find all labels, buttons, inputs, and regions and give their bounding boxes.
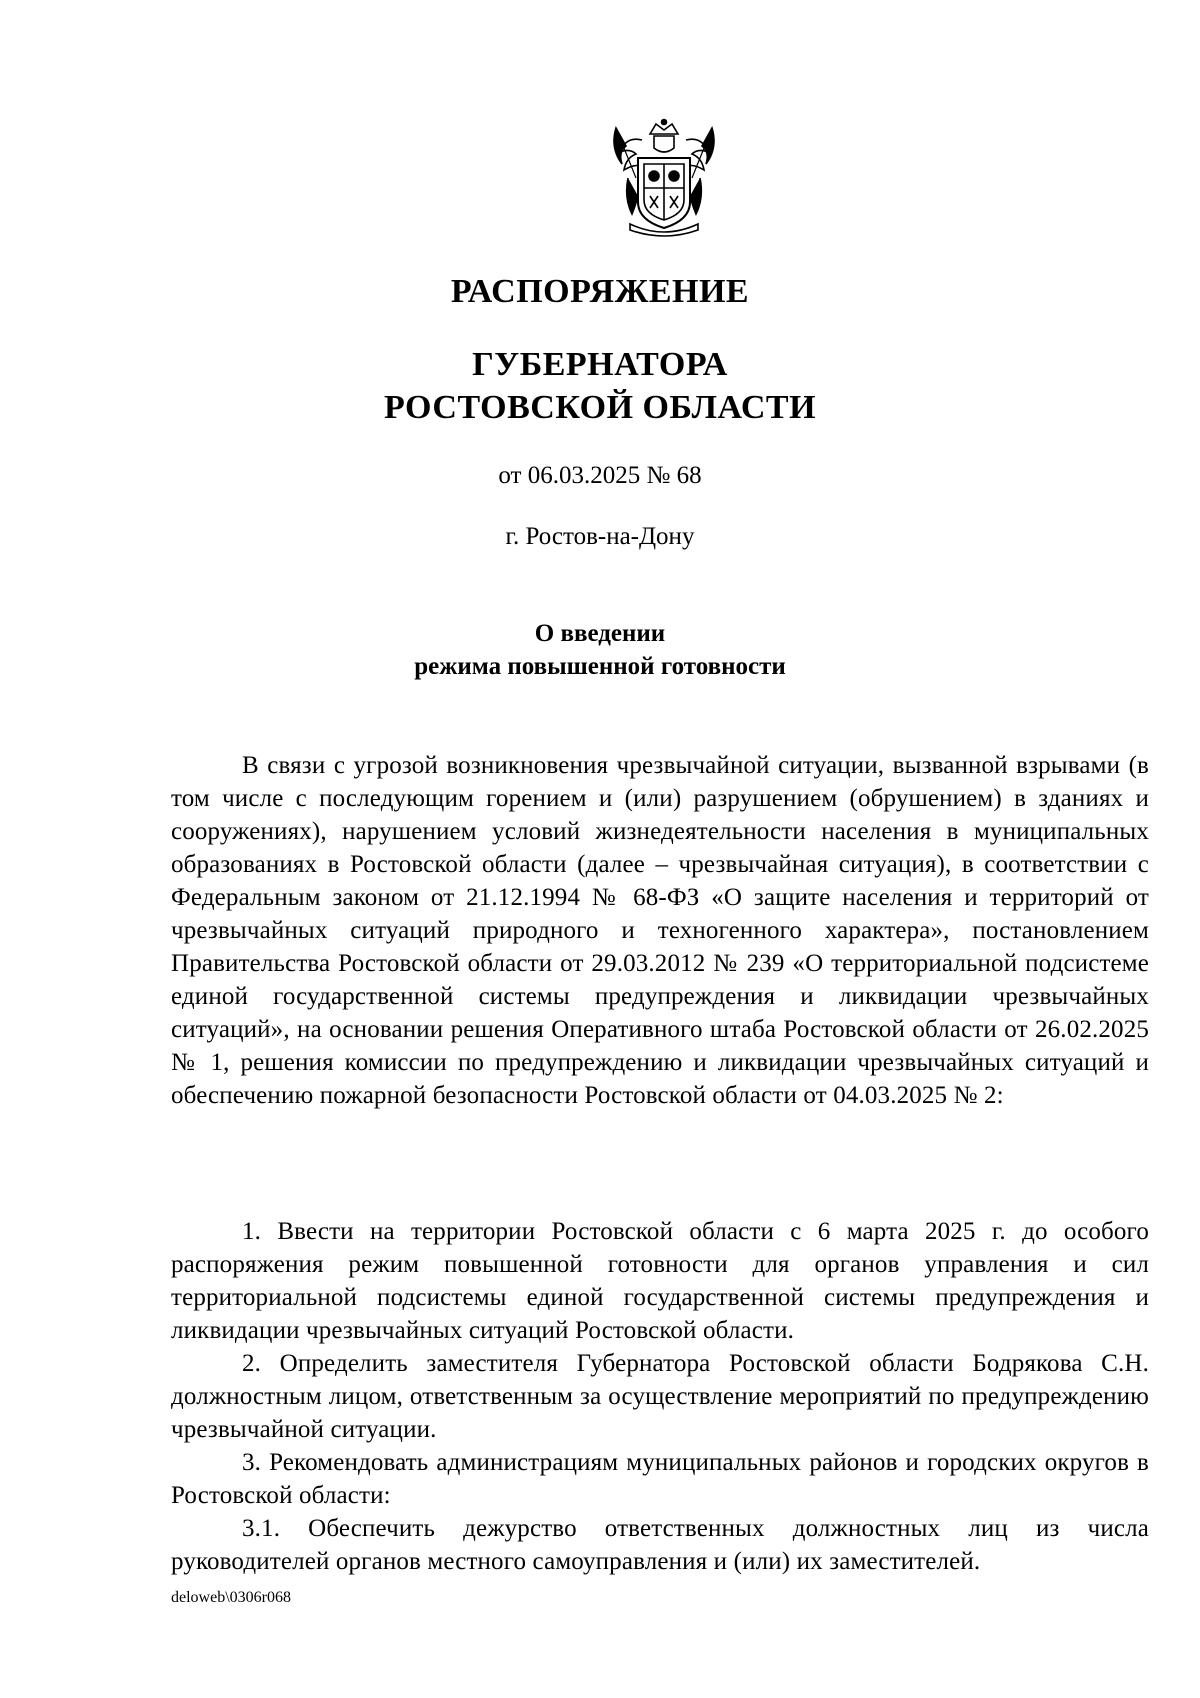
resolution-item: 1. Ввести на территории Ростовской области с 6 марта 2025 г. до особого распоряжения режим повышенной готовности для органов управления и сил территориальной подсистемы единой государственной системы предупреждения и ликвидации чрезвычайных ситуаций Ростовской области.: [171, 1218, 1149, 1344]
document-date-number: от 06.03.2025 № 68: [498, 462, 702, 489]
preamble-section: [171, 749, 1149, 1112]
document-subject: [0, 617, 1200, 683]
issuer-heading-line1: ГУБЕРНАТОРА: [472, 346, 728, 383]
coat-of-arms-emblem: [606, 118, 722, 242]
document-type-heading: РАСПОРЯЖЕНИЕ: [450, 273, 750, 310]
subject-line2: режима повышенной готовности: [414, 653, 786, 680]
resolution-item: 2. Определить заместителя Губернатора Ростовской области Бодрякова С.Н. должностным лицом, ответственным за осуществление мероприятий по предупреждению чрезвычайной ситуации.: [171, 1350, 1149, 1443]
resolution-item: 3. Рекомендовать администрациям муниципальных районов и городских округов в Ростовской области:: [171, 1449, 1149, 1509]
document-city: г. Ростов-на-Дону: [505, 523, 695, 550]
issuer-heading-line2: РОСТОВСКОЙ ОБЛАСТИ: [383, 389, 817, 426]
file-reference: deloweb\0306r068: [171, 1589, 291, 1606]
resolution-item: 3.1. Обеспечить дежурство ответственных должностных лиц из числа руководителей органов местного самоуправления и (или) их заместителей.: [171, 1515, 1149, 1575]
subject-line1: О введении: [534, 620, 666, 647]
preamble-paragraph: В связи с угрозой возникновения чрезвычайной ситуации, вызванной взрывами (в том числе с последующим горением и (или) разрушением (обрушением) в зданиях и сооружениях), нарушением условий жизнедеятельности населения в муниципальных образованиях в Ростовской области (далее – чрезвычайная ситуация), в соответствии с Федеральным законом от 21.12.1994 № 68-ФЗ «О защите населения и территорий от чрезвычайных ситуаций природного и техногенного характера», постановлением Правительства Ростовской области от 29.03.2012 № 239 «О территориальной подсистеме единой государственной системы предупреждения и ликвидации чрезвычайных ситуаций», на основании решения Оперативного штаба Ростовской области от 26.02.2025 № 1, решения комиссии по предупреждению и ликвидации чрезвычайных ситуаций и обеспечению пожарной безопасности Ростовской области от 04.03.2025 № 2:: [171, 752, 1149, 1109]
resolution-items: [171, 1215, 1149, 1578]
